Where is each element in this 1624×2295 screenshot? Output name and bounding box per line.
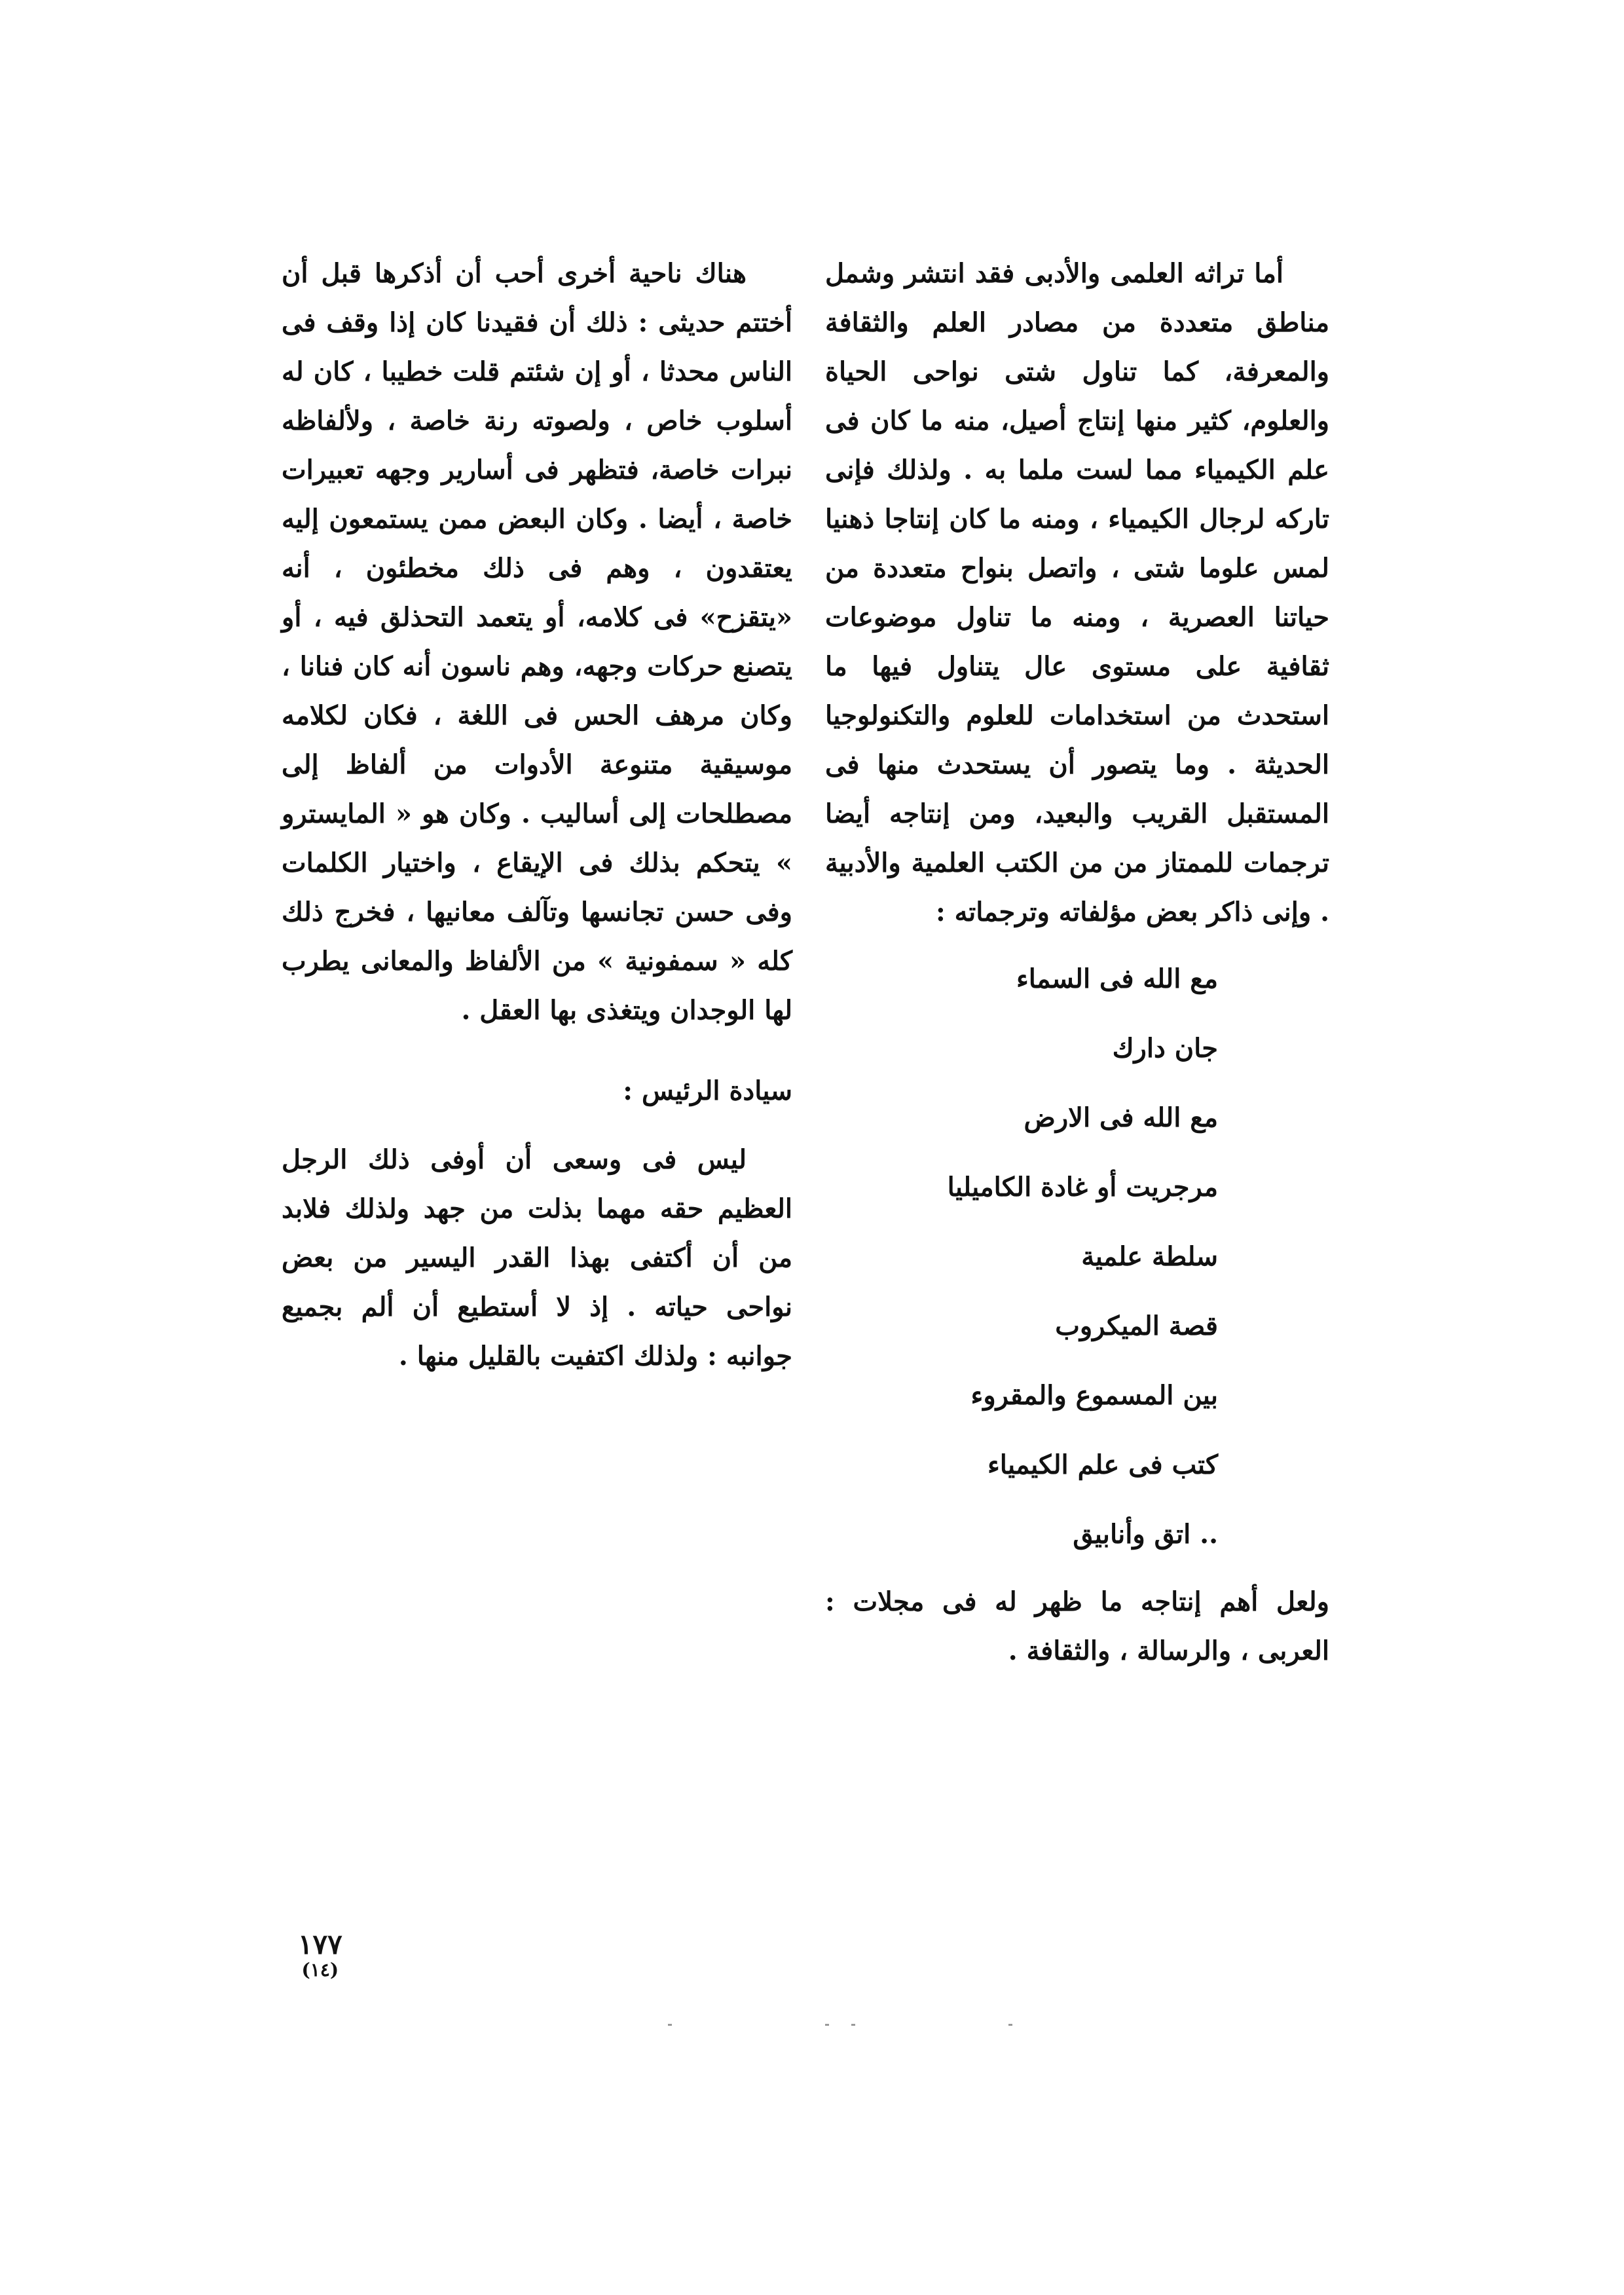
scan-specks	[655, 2024, 1048, 2026]
works-list-item: سلطة علمية	[1081, 1241, 1218, 1272]
section-heading: سيادة الرئيس :	[623, 1075, 792, 1106]
page-number	[298, 1929, 342, 1980]
works-list-item: كتب فى علم الكيمياء	[987, 1449, 1218, 1480]
page-number-value: ١٧٧	[298, 1928, 342, 1960]
closing-paragraph: ليس فى وسعى أن أوفى ذلك الرجل العظيم حقه مهما بذلت من جهد ولذلك فلابد من أن أكتفى بهذا القدر اليسير من بعض نواحى حياته . إذ لا أستطيع أن ألم بجميع جوانبه : ولذلك اكتفيت بالقليل منها .	[282, 1144, 792, 1371]
style-paragraph: هناك ناحية أخرى أحب أن أذكرها قبل أن أختتم حديثى : ذلك أن فقيدنا كان إذا وقف فى الناس محدثا ، أو إن شئتم قلت خطيبا ، كان له أسلوب خاص ، ولصوته رنة خاصة ، ولألفاظه نبرات خاصة، فتظهر فى أسارير وجهه تعبيرات خاصة ، أيضا . وكان البعض ممن يستمعون إليه يعتقدون ، وهم فى ذلك مخطئون ، أنه «يتقزح» فى كلامه، أو يتعمد التحذلق فيه ، أو يتصنع حركات وجهه، وهم ناسون أنه كان فنانا ، وكان مرهف الحس فى اللغة ، فكان لكلامه موسيقية متنوعة الأدوات من ألفاظ إلى مصطلحات إلى أساليب . وكان هو « المايسترو » يتحكم بذلك فى الإيقاع ، واختيار الكلمات وفى حسن تجانسها وتآلف معانيها ، فخرج ذلك كله « سمفونية » من الألفاظ والمعانى يطرب لها الوجدان ويتغذى بها العقل .	[282, 258, 793, 1026]
speck	[1008, 2024, 1012, 2026]
works-list-item: بين المسموع والمقروء	[970, 1380, 1218, 1411]
speck	[668, 2024, 672, 2026]
signature-mark: (١٤)	[301, 1959, 339, 1981]
works-list-item: .. اتق وأنابيق	[1073, 1519, 1218, 1550]
left-column	[282, 249, 792, 1381]
works-list-item: قصة الميكروب	[1055, 1311, 1218, 1341]
works-list-item: مع الله فى السماء	[1016, 963, 1218, 994]
works-list-item: مرجريت أو غادة الكاميليا	[947, 1172, 1218, 1203]
works-list-item: جان دارك	[1112, 1033, 1218, 1064]
legacy-paragraph: أما تراثه العلمى والأدبى فقد انتشر وشمل مناطق متعددة من مصادر العلم والثقافة والمعرفة، كما تناول شتى نواحى الحياة والعلوم، كثير منها إنتاج أصيل، منه ما كان فى علم الكيمياء مما لست ملما به . ولذلك فإنى تاركه لرجال الكيمياء ، ومنه ما كان إنتاجا ذهنيا لمس علوما شتى ، واتصل بنواح متعددة من حياتنا العصرية ، ومنه ما تناول موضوعات ثقافية على مستوى عال يتناول فيها ما استحدث من استخدامات للعلوم والتكنولوجيا الحديثة . وما يتصور أن يستحدث منها فى المستقبل القريب والبعيد، ومن إنتاجه أيضا ترجمات للممتاز من من الكتب العلمية والأدبية . وإنى ذاكر بعض مؤلفاته وترجماته :	[825, 258, 1329, 927]
works-list	[825, 944, 1218, 1569]
speck	[825, 2024, 829, 2026]
works-list-item: مع الله فى الارض	[1024, 1102, 1218, 1133]
right-column	[825, 249, 1329, 1675]
journals-paragraph: ولعل أهم إنتاجه ما ظهر له فى مجلات : العربى ، والرسالة ، والثقافة .	[825, 1586, 1329, 1666]
speck	[851, 2024, 855, 2026]
